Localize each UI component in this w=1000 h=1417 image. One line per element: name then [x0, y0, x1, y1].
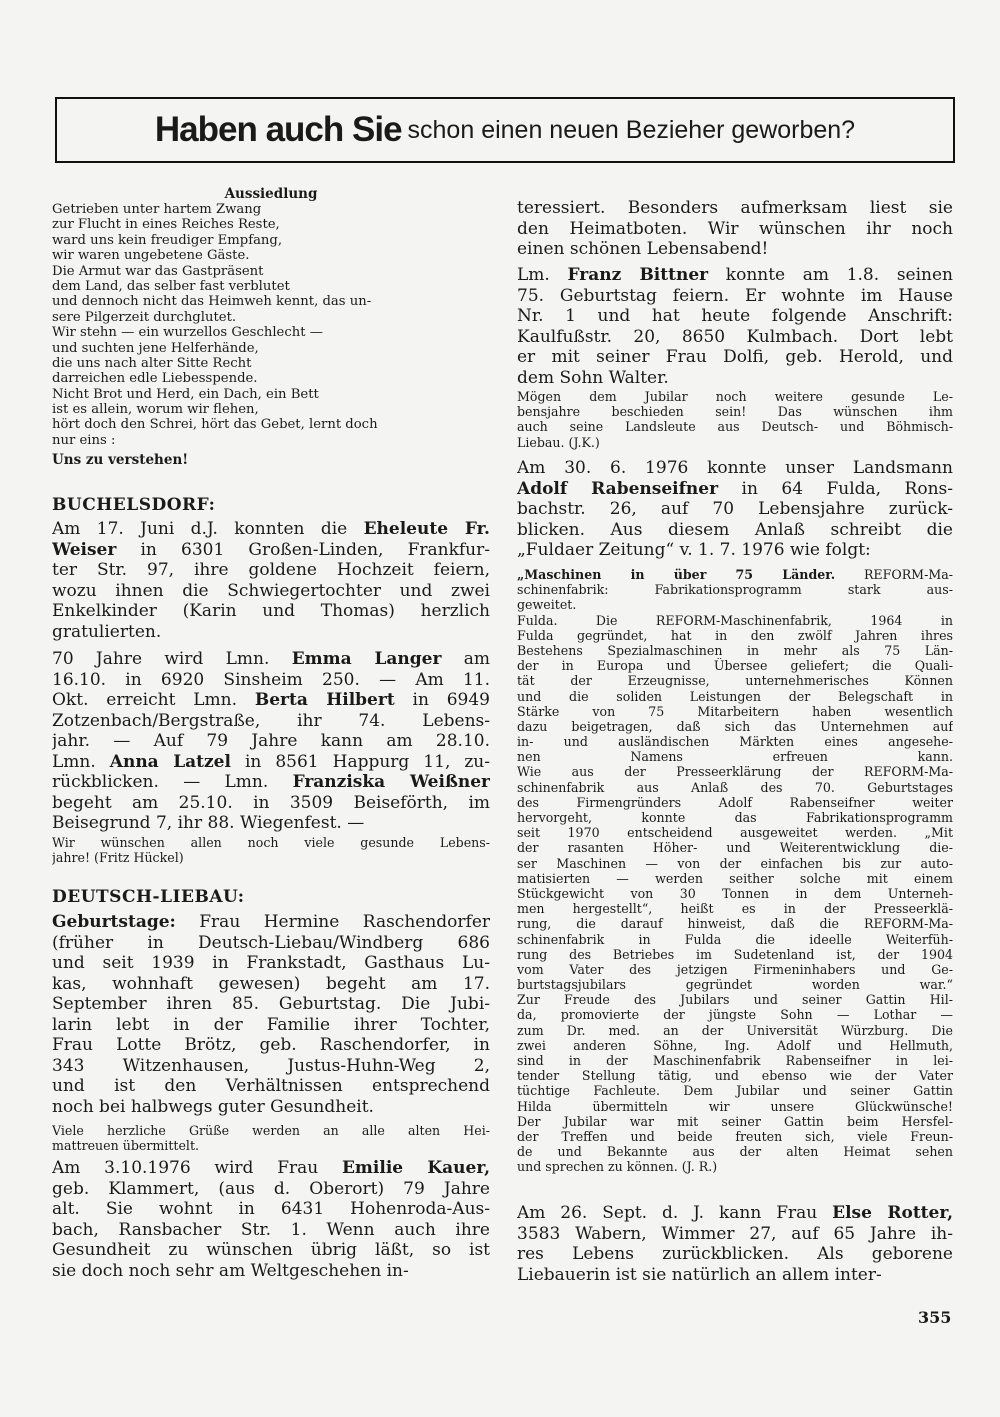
text-line: Stärke von 75 Mitarbeitern haben wesentlich	[517, 703, 953, 719]
text-line: Wie aus der Presseerklärung der REFORM-Ma-	[517, 764, 953, 780]
text-line: da, promovierte der jüngste Sohn — Lothar —	[517, 1007, 953, 1023]
text-line: Geburtstage: Frau Hermine Raschendorfer	[52, 912, 490, 932]
text-line: Zur Freude des Jubilars und seiner Gattin Hil-	[517, 992, 953, 1008]
text-line: Nicht Brot und Herd, ein Dach, ein Bett	[52, 386, 319, 402]
text-line: „Fuldaer Zeitung“ v. 1. 7. 1976 wie folgt:	[517, 540, 871, 560]
text-line: zur Flucht in eines Reiches Reste,	[52, 217, 280, 233]
text-line: Beisegrund 7, ihr 88. Wiegenfest. —	[52, 813, 365, 833]
paragraph-small	[52, 835, 490, 865]
text-line: Am 17. Juni d.J. konnten die Eheleute Fr.	[52, 519, 490, 539]
quote-article	[517, 567, 953, 1175]
text-line: 3583 Wabern, Wimmer 27, auf 65 Jahre ih-	[517, 1223, 953, 1244]
text-line: kas, wohnhaft gewesen) begeht am 17.	[52, 973, 490, 994]
text-line: ser Maschinen — von der einfachen bis zur auto-	[517, 855, 953, 871]
text-line: 343 Witzenhausen, Justus-Huhn-Weg 2,	[52, 1055, 490, 1076]
text-line: schinenfabrik in Fulda die ideelle Weiterfüh-	[517, 931, 953, 947]
text-line: seit 1970 entscheidend ausgeweitet werden. „Mit	[517, 825, 953, 841]
text-line: vom Vater des jetzigen Firmeninhabers und Ge-	[517, 961, 953, 977]
text-line: burtstagsjubilars gegründet worden war.“	[517, 977, 953, 993]
text-line: matisierten — werden seither solche mit einem	[517, 870, 953, 886]
text-line: Viele herzliche Grüße werden an alle alten Hei-	[52, 1123, 490, 1138]
text-line: Fulda gegründet, hat in den zwölf Jahren ihres	[517, 627, 953, 643]
text-line: Die Armut war das Gastpräsent	[52, 263, 264, 279]
bold-name: Else Rotter,	[832, 1203, 953, 1223]
text-line: alt. Sie wohnt in 6431 Hohenroda-Aus-	[52, 1199, 490, 1219]
text-line: Gesundheit zu wünschen übrig läßt, so ist	[52, 1240, 490, 1260]
text-line: gratulierten.	[52, 621, 162, 642]
text-line: einen schönen Lebensabend!	[517, 239, 769, 259]
right-column	[517, 0, 953, 1417]
heading-deutsch-liebau: DEUTSCH-LIEBAU:	[52, 887, 245, 907]
text-line: Lmn. Anna Latzel in 8561 Happurg 11, zu-	[52, 751, 490, 772]
text-line: larin lebt in der Familie ihrer Tochter,	[52, 1014, 490, 1035]
paragraph	[517, 1203, 953, 1285]
text-line: 70 Jahre wird Lmn. Emma Langer am	[52, 649, 490, 669]
text-line: und seit 1939 in Frankstadt, Gasthaus Lu-	[52, 953, 490, 973]
text-line: auch seine Landsleute aus Deutsch- und Böhmisch-	[517, 419, 953, 435]
text-line: wir waren ungebetene Gäste.	[52, 248, 250, 264]
text-line: ist es allein, worum wir flehen,	[52, 402, 259, 418]
text-line: darreichen edle Liebesspende.	[52, 371, 258, 387]
text-line: der in Europa und Übersee geliefert; die Quali-	[517, 658, 953, 674]
text-line: Weiser in 6301 Großen-Linden, Frankfur-	[52, 539, 490, 560]
text-line: in- und ausländischen Märkten eines angesehe-	[517, 734, 953, 750]
bold-name: Emma Langer	[291, 649, 442, 669]
text-line: (früher in Deutsch-Liebau/Windberg 686	[52, 932, 490, 953]
bold-name: Adolf Rabenseifner	[517, 478, 719, 499]
banner-bold: Haben auch Sie	[154, 110, 402, 149]
poem	[52, 186, 490, 468]
text-line: res Lebens zurückblicken. Als geborene	[517, 1244, 953, 1264]
text-line: jahr. — Auf 79 Jahre kann am 28.10.	[52, 731, 490, 751]
text-line: Der Jubilar war mit seiner Gattin beim Hersfel-	[517, 1113, 953, 1129]
text-line: Wir stehn — ein wurzellos Geschlecht —	[52, 325, 323, 341]
paragraph	[52, 1158, 490, 1281]
text-line: Liebau. (J.K.)	[517, 434, 600, 450]
text-line: tüchtige Fachleute. Dem Jubilar und seiner Gattin	[517, 1083, 953, 1099]
text-line: er mit seiner Frau Dolfi, geb. Herold, und	[517, 347, 953, 367]
text-line: Zotzenbach/Bergstraße, ihr 74. Lebens-	[52, 710, 490, 731]
text-line: wozu ihnen die Schwiegertochter und zwei	[52, 580, 490, 601]
text-line: rung, die darauf hinweist, daß die REFORM-Ma-	[517, 916, 953, 932]
text-line: sere Pilgerzeit durchglutet.	[52, 309, 237, 325]
text-line: und dennoch nicht das Heimweh kennt, das un-	[52, 294, 372, 310]
page-number: 355	[918, 1308, 952, 1327]
bold-name: Geburtstage:	[52, 912, 176, 932]
text-line: ter Str. 97, ihre goldene Hochzeit feiern,	[52, 560, 490, 580]
text-line: „Maschinen in über 75 Länder. REFORM-Ma-	[517, 567, 953, 582]
text-line: begeht am 25.10. in 3509 Beiseförth, im	[52, 792, 490, 813]
text-line: men hergestellt“, heißt es in der Presseerklä-	[517, 901, 953, 917]
text-line: rung des Betriebes im Sudetenland ist, der 1904	[517, 946, 953, 962]
text-line: Mögen dem Jubilar noch weitere gesunde Le-	[517, 389, 953, 404]
paragraph-small	[517, 389, 953, 450]
bold-name: Eheleute Fr.	[363, 519, 490, 539]
text-line: bach, Ransbacher Str. 1. Wenn auch ihre	[52, 1219, 490, 1240]
paragraph	[517, 265, 953, 388]
text-line: und suchten jene Helferhände,	[52, 340, 259, 356]
text-line: Nr. 1 und hat heute folgende Anschrift:	[517, 306, 953, 326]
text-line: dem Land, das selber fast verblutet	[52, 278, 290, 294]
bold-name: Franz Bittner	[567, 265, 709, 285]
poem-closing: Uns zu verstehen!	[52, 452, 189, 469]
text-line: geb. Klammert, (aus d. Oberort) 79 Jahre	[52, 1178, 490, 1199]
text-line: 75. Geburtstag feiern. Er wohnte im Hause	[517, 285, 953, 306]
poem-title: Aussiedlung	[224, 186, 318, 202]
text-line: Lm. Franz Bittner konnte am 1.8. seinen	[517, 265, 953, 285]
text-line: bachstr. 26, auf 70 Lebensjahre zurück-	[517, 499, 953, 519]
bold-name: Anna Latzel	[109, 751, 231, 772]
text-line: Okt. erreicht Lmn. Berta Hilbert in 6949	[52, 690, 490, 710]
text-line: Hilda übermitteln wir unsere Glückwünsche!	[517, 1098, 953, 1114]
text-line: zwei anderen Söhne, Ing. Adolf und Hellmuth,	[517, 1037, 953, 1053]
bold-name: Franziska Weißner	[292, 772, 490, 792]
bold-name: „Maschinen in über 75 Länder.	[517, 567, 836, 582]
text-line: mattreuen übermittelt.	[52, 1138, 200, 1154]
text-line: Liebauerin ist sie natürlich an allem inter-	[517, 1264, 882, 1285]
paragraph-small	[52, 1123, 490, 1153]
heading-buchelsdorf: BUCHELSDORF:	[52, 495, 216, 515]
text-line: zum Dr. med. an der Universität Würzburg. Die	[517, 1022, 953, 1038]
text-line: nur eins :	[52, 432, 116, 448]
text-line: noch bei halbwegs guter Gesundheit.	[52, 1096, 374, 1117]
banner-text: schon einen neuen Bezieher geworben?	[407, 115, 856, 144]
text-line: Enkelkinder (Karin und Thomas) herzlich	[52, 601, 490, 621]
text-line: sie doch noch sehr am Weltgeschehen in-	[52, 1260, 409, 1281]
text-line: Am 30. 6. 1976 konnte unser Landsmann	[517, 458, 953, 478]
text-line: Kaulfußstr. 20, 8650 Kulmbach. Dort lebt	[517, 326, 953, 347]
text-line: Adolf Rabenseifner in 64 Fulda, Rons-	[517, 478, 953, 499]
poem-lines	[52, 202, 490, 448]
text-line: den Heimatboten. Wir wünschen ihr noch	[517, 218, 953, 239]
text-line: und sprechen zu können. (J. R.)	[517, 1159, 718, 1175]
text-line: blicken. Aus diesem Anlaß schreibt die	[517, 519, 953, 540]
text-line: Wir wünschen allen noch viele gesunde Lebens-	[52, 835, 490, 850]
text-line: tender Stellung tätig, und ebenso wie der Vater	[517, 1068, 953, 1084]
text-line: de und Bekannte aus der alten Heimat sehen	[517, 1144, 953, 1160]
text-line: schinenfabrik: Fabrikationsprogramm stark aus-	[517, 582, 953, 598]
bold-name: Weiser	[52, 539, 117, 560]
paragraph	[52, 519, 490, 642]
text-line: Fulda. Die REFORM-Maschinenfabrik, 1964 in	[517, 612, 953, 628]
paragraph	[52, 649, 490, 834]
text-line: Am 26. Sept. d. J. kann Frau Else Rotter,	[517, 1203, 953, 1223]
text-line: die uns nach alter Sitte Recht	[52, 355, 252, 371]
text-line: sind in der Maschinenfabrik Rabenseifner in lei-	[517, 1053, 953, 1068]
text-line: rückblicken. — Lmn. Franziska Weißner	[52, 772, 490, 792]
paragraph	[517, 198, 953, 260]
text-line: dem Sohn Walter.	[517, 367, 669, 388]
text-line: dazu beigetragen, daß sich das Unternehmen auf	[517, 718, 953, 734]
text-line: tät der Erzeugnisse, unternehmerisches Können	[517, 673, 953, 689]
text-line: schinenfabrik aus Anlaß des 70. Geburtstages	[517, 779, 953, 795]
paragraph	[52, 912, 490, 1117]
text-line: Getrieben unter hartem Zwang	[52, 202, 262, 217]
text-line: Bestehens Spezialmaschinen in mehr als 75 Län-	[517, 642, 953, 658]
text-line: der rasanten Höher- und Weiterentwicklung die-	[517, 840, 953, 856]
text-line: jahre! (Fritz Hückel)	[52, 850, 184, 866]
paragraph	[517, 458, 953, 561]
text-line: hervorgeht, konnte das Fabrikationsprogramm	[517, 810, 953, 825]
text-line: Stückgewicht von 30 Tonnen in dem Unterneh-	[517, 885, 953, 901]
bold-name: Berta Hilbert	[254, 690, 395, 710]
text-line: September ihren 85. Geburtstag. Die Jubi-	[52, 994, 490, 1014]
text-line: Am 3.10.1976 wird Frau Emilie Kauer,	[52, 1158, 490, 1178]
text-line: Frau Lotte Brötz, geb. Raschendorfer, in	[52, 1035, 490, 1055]
text-line: und ist den Verhältnissen entsprechend	[52, 1076, 490, 1096]
text-line: 16.10. in 6920 Sinsheim 250. — Am 11.	[52, 669, 490, 690]
text-line: hört doch den Schrei, hört das Gebet, lernt doch	[52, 417, 378, 433]
text-line: und die soliden Leistungen der Belegschaft in	[517, 688, 953, 704]
text-line: ward uns kein freudiger Empfang,	[52, 232, 283, 248]
left-column	[52, 0, 490, 1417]
text-line: bensjahre beschieden sein! Das wünschen ihm	[517, 404, 953, 420]
text-line: des Firmengründers Adolf Rabenseifner weiter	[517, 794, 953, 810]
text-line: der Treffen und beide freuten sich, viele Freun-	[517, 1128, 953, 1144]
text-line: nen Namens erfreuen kann.	[517, 749, 953, 765]
text-line: geweitet.	[517, 597, 577, 613]
bold-name: Emilie Kauer,	[341, 1158, 490, 1178]
text-line: teressiert. Besonders aufmerksam liest sie	[517, 198, 953, 218]
